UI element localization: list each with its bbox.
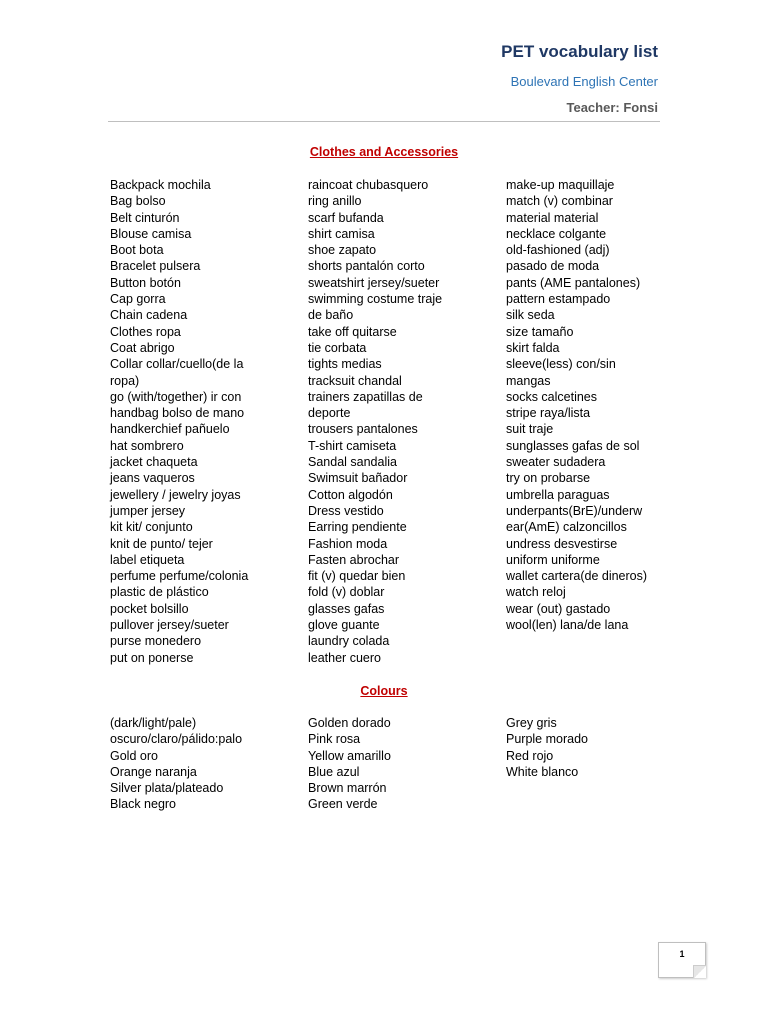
vocab-entry: Blue azul [308, 764, 360, 779]
vocab-entry: Belt cinturón [110, 210, 180, 225]
vocab-entry: sunglasses gafas de sol [506, 438, 640, 453]
vocab-entry: size tamaño [506, 324, 574, 339]
vocab-entry: put on ponerse [110, 650, 194, 665]
vocab-entry: Green verde [308, 797, 378, 812]
vocab-entry: Bag bolso [110, 194, 166, 209]
vocab-entry: Boot bota [110, 243, 164, 258]
vocab-entry: Purple morado [506, 732, 588, 747]
vocab-entry: jumper jersey [110, 503, 186, 518]
vocab-entry: Pink rosa [308, 732, 361, 747]
vocab-entry: jeans vaqueros [110, 471, 195, 486]
vocab-entry: perfume perfume/colonia [110, 569, 249, 584]
vocab-entry: pasado de moda [506, 259, 600, 274]
vocab-entry: Cotton algodón [308, 487, 393, 502]
colours-column-1 [110, 715, 242, 813]
vocab-entry: Bracelet pulsera [110, 259, 201, 274]
vocab-entry: trainers zapatillas de [308, 389, 423, 404]
vocab-entry: scarf bufanda [308, 210, 384, 225]
vocab-entry: Fashion moda [308, 536, 388, 551]
vocab-entry: glove guante [308, 618, 380, 633]
vocab-entry: silk seda [506, 308, 555, 323]
page-number-box [658, 942, 706, 978]
vocab-entry: sweater sudadera [506, 455, 606, 470]
vocab-entry: de baño [308, 308, 354, 323]
vocab-entry: knit de punto/ tejer [110, 536, 213, 551]
section-title-colours: Colours [360, 684, 408, 698]
vocab-entry: Chain cadena [110, 308, 188, 323]
vocab-entry: Cap gorra [110, 292, 166, 307]
vocab-entry: Dress vestido [308, 503, 384, 518]
vocab-entry: swimming costume traje [308, 292, 443, 307]
vocab-entry: skirt falda [506, 340, 560, 355]
vocab-entry: make-up maquillaje [506, 178, 615, 192]
vocab-entry: match (v) combinar [506, 194, 613, 209]
vocab-entry: glasses gafas [308, 601, 385, 616]
vocab-entry: pullover jersey/sueter [110, 618, 229, 633]
vocab-entry: laundry colada [308, 634, 390, 649]
school-name: Boulevard English Center [510, 74, 658, 89]
vocab-entry: Fasten abrochar [308, 552, 400, 567]
document-title: PET vocabulary list [501, 42, 658, 61]
vocab-entry: tights medias [308, 357, 382, 372]
page-number: 1 [679, 949, 685, 959]
vocab-entry: plastic de plástico [110, 585, 209, 600]
vocab-entry: hat sombrero [110, 438, 184, 453]
vocab-entry: fold (v) doblar [308, 585, 385, 600]
vocab-entry: purse monedero [110, 634, 202, 649]
vocab-entry: fit (v) quedar bien [308, 569, 406, 584]
clothes-column-3 [506, 177, 647, 633]
vocab-entry: raincoat chubasquero [308, 178, 429, 192]
vocab-entry: Sandal sandalia [308, 455, 397, 470]
vocab-entry: Swimsuit bañador [308, 471, 408, 486]
vocab-entry: Coat abrigo [110, 340, 175, 355]
vocab-entry: ear(AmE) calzoncillos [506, 520, 627, 535]
vocab-entry: take off quitarse [308, 324, 397, 339]
vocab-entry: Collar collar/cuello(de la [110, 357, 244, 372]
teacher-name: Teacher: Fonsi [566, 100, 658, 115]
vocab-entry: old-fashioned (adj) [506, 243, 610, 258]
clothes-column-2 [308, 177, 442, 666]
vocab-entry: sweatshirt jersey/sueter [308, 275, 440, 290]
vocab-entry: material material [506, 210, 599, 225]
vocab-entry: wallet cartera(de dineros) [506, 569, 648, 584]
vocab-entry: watch reloj [506, 585, 566, 600]
vocab-entry: Golden dorado [308, 716, 391, 730]
vocab-entry: Gold oro [110, 748, 158, 763]
vocab-entry: Grey gris [506, 716, 557, 730]
vocab-entry: try on probarse [506, 471, 591, 486]
vocab-entry: stripe raya/lista [506, 406, 591, 421]
vocab-entry: pattern estampado [506, 292, 611, 307]
vocab-entry: socks calcetines [506, 389, 598, 404]
vocab-entry: Clothes ropa [110, 324, 181, 339]
vocab-entry: shoe zapato [308, 243, 377, 258]
vocab-entry: shorts pantalón corto [308, 259, 425, 274]
vocab-entry: Black negro [110, 797, 177, 812]
vocab-entry: ring anillo [308, 194, 362, 209]
vocab-entry: tracksuit chandal [308, 373, 402, 388]
vocab-entry: Earring pendiente [308, 520, 407, 535]
vocab-entry: label etiqueta [110, 552, 185, 567]
clothes-column-1 [110, 177, 248, 666]
vocab-entry: Orange naranja [110, 764, 197, 779]
vocab-entry: leather cuero [308, 650, 381, 665]
vocab-entry: Silver plata/plateado [110, 781, 224, 796]
vocab-entry: undress desvestirse [506, 536, 618, 551]
vocab-entry: umbrella paraguas [506, 487, 610, 502]
vocab-entry: go (with/together) ir con [110, 389, 242, 404]
vocab-entry: necklace colgante [506, 226, 607, 241]
header-divider [108, 121, 660, 122]
vocab-entry: suit traje [506, 422, 554, 437]
vocab-entry: ropa) [110, 373, 140, 388]
vocab-entry: Brown marrón [308, 781, 387, 796]
vocab-entry: tie corbata [308, 340, 367, 355]
vocab-entry: kit kit/ conjunto [110, 520, 193, 535]
vocab-entry: T-shirt camiseta [308, 438, 397, 453]
vocab-entry: (dark/light/pale) [110, 716, 197, 730]
vocab-entry: deporte [308, 406, 351, 421]
vocab-entry: trousers pantalones [308, 422, 418, 437]
vocab-entry: wool(len) lana/de lana [506, 618, 629, 633]
vocab-entry: Yellow amarillo [308, 748, 391, 763]
vocab-entry: jewellery / jewelry joyas [110, 487, 241, 502]
colours-column-3 [506, 715, 588, 780]
vocab-entry: Blouse camisa [110, 226, 192, 241]
vocab-entry: jacket chaqueta [110, 455, 198, 470]
vocab-entry: oscuro/claro/pálido:palo [110, 732, 243, 747]
vocab-entry: Red rojo [506, 748, 554, 763]
section-title-clothes: Clothes and Accessories [309, 145, 459, 159]
vocab-entry: underpants(BrE)/underw [506, 503, 643, 518]
vocab-entry: Button botón [110, 275, 181, 290]
vocab-entry: shirt camisa [308, 226, 375, 241]
vocab-entry: handbag bolso de mano [110, 406, 245, 421]
vocab-entry: pants (AME pantalones) [506, 275, 641, 290]
vocab-entry: uniform uniforme [506, 552, 600, 567]
vocab-entry: mangas [506, 373, 551, 388]
vocab-entry: handkerchief pañuelo [110, 422, 230, 437]
vocab-entry: pocket bolsillo [110, 601, 189, 616]
vocab-entry: sleeve(less) con/sin [506, 357, 616, 372]
vocab-entry: wear (out) gastado [506, 601, 611, 616]
colours-column-2 [308, 715, 391, 813]
vocab-entry: White blanco [506, 764, 579, 779]
vocab-entry: Backpack mochila [110, 178, 211, 192]
